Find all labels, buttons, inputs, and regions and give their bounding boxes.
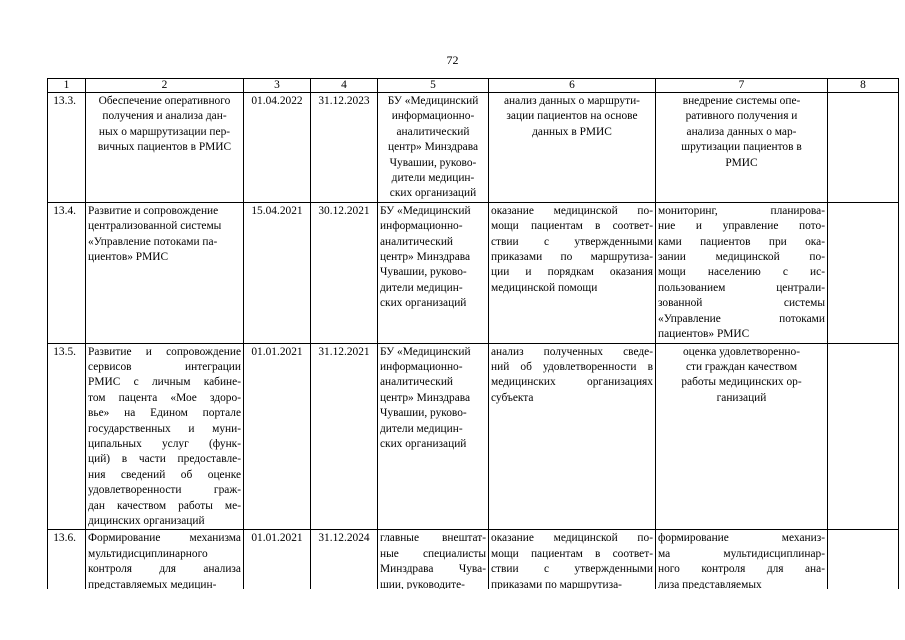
table-row	[48, 343, 899, 530]
cell-line: информационно-	[380, 220, 463, 233]
cell-line: дицинских организаций	[88, 514, 205, 527]
cell-line: главные внештат-	[380, 532, 486, 545]
cell-line: оказание медицинской по-	[491, 204, 653, 217]
indicator-cell	[656, 93, 828, 203]
cell-line: центр» Минздрава	[380, 391, 471, 404]
cell-line: вичных пациентов в РМИС	[97, 141, 232, 154]
result-cell	[489, 530, 656, 590]
cell-line: мультидисциплинарного	[88, 547, 208, 560]
cell-line: зании медицинской по-	[658, 251, 825, 264]
note-cell	[828, 93, 899, 203]
note-cell	[828, 343, 899, 530]
cell-line: Развитие и сопровождение	[88, 345, 241, 358]
cell-line: ских организаций	[380, 437, 467, 450]
cell-line: ний об удовлетворенности в	[491, 360, 653, 373]
cell-line: «Управление потоками	[658, 312, 825, 325]
executor-cell	[378, 93, 489, 203]
cell-line: шии, руководите-	[380, 578, 465, 590]
cell-line: информационно-	[391, 110, 475, 123]
cell-line: ративного получения и	[685, 110, 798, 123]
cell-line: ганизаций	[716, 391, 767, 404]
end-date-cell: 31.12.2023	[311, 93, 378, 203]
cell-line: информационно-	[380, 360, 463, 373]
executor-cell	[378, 530, 489, 590]
header-cell-6: 6	[489, 79, 656, 93]
table-row	[48, 530, 899, 590]
cell-line: представляемых медицин-	[88, 578, 217, 590]
cell-line: БУ «Медицинский	[380, 345, 471, 358]
result-cell	[489, 93, 656, 203]
row-number-cell: 13.4.	[48, 202, 86, 343]
cell-line: приказами по маршрутиза-	[491, 251, 653, 264]
cell-line: оценка удовлетворенно-	[682, 345, 801, 358]
header-cell-2: 2	[86, 79, 244, 93]
cell-line: ствии с утвержденными	[491, 563, 653, 576]
cell-line: аналитический	[380, 376, 454, 389]
cell-line: Чувашии, руково-	[380, 266, 467, 279]
cell-line: формирование механиз-	[658, 532, 825, 545]
cell-line: БУ «Медицинский	[380, 204, 471, 217]
start-date-cell: 15.04.2021	[244, 202, 311, 343]
page-number: 72	[446, 53, 459, 67]
cell-line: контроля для анализа	[88, 563, 241, 576]
cell-line: аналитический	[380, 235, 454, 248]
cell-line: циентов» РМИС	[88, 251, 169, 264]
cell-line: Формирование механизма	[88, 532, 241, 545]
cell-line: анализа данных о мар-	[686, 125, 797, 138]
cell-line: РМИС	[725, 156, 758, 169]
indicator-cell	[656, 202, 828, 343]
cell-line: удовлетворенности граж-	[88, 484, 241, 497]
cell-line: ций) в части предоставле-	[88, 453, 241, 466]
start-date-cell: 01.01.2021	[244, 530, 311, 590]
cell-line: медицинской помощи	[491, 281, 598, 294]
cell-line: дители медицин-	[380, 281, 463, 294]
header-cell-8: 8	[828, 79, 899, 93]
cell-line: «Управление потоками па-	[88, 235, 218, 248]
cell-line: ния сведений об оценке	[88, 468, 241, 481]
cell-line: централизованной системы	[88, 220, 222, 233]
header-cell-3: 3	[244, 79, 311, 93]
cell-line: Развитие и сопровождение	[88, 204, 219, 217]
cell-line: дители медицин-	[380, 422, 463, 435]
cell-line: ных о маршрутизации пер-	[98, 125, 231, 138]
cell-line: аналитический	[396, 125, 470, 138]
cell-line: медицинских организациях	[491, 376, 653, 389]
result-cell	[489, 343, 656, 530]
cell-line: ции и порядкам оказания	[491, 266, 653, 279]
executor-cell	[378, 343, 489, 530]
header-row	[48, 79, 899, 93]
cell-line: Обеспечение оперативного	[98, 95, 231, 107]
cell-line: государственных и муни-	[88, 422, 241, 435]
header-cell-4: 4	[311, 79, 378, 93]
cell-line: зации пациентов на основе	[506, 110, 638, 123]
row-number-cell: 13.5.	[48, 343, 86, 530]
cell-line: ные специалисты	[380, 547, 486, 560]
end-date-cell: 31.12.2021	[311, 343, 378, 530]
cell-line: ципальных услуг (функ-	[88, 437, 241, 450]
measure-name-cell	[86, 93, 244, 203]
measure-name-cell	[86, 343, 244, 530]
start-date-cell: 01.04.2022	[244, 93, 311, 203]
result-cell	[489, 202, 656, 343]
plan-table	[47, 78, 899, 589]
cell-line: анализ полученных сведе-	[491, 345, 653, 358]
cell-line: ками пациентов при ока-	[658, 235, 825, 248]
cell-line: пациентов» РМИС	[658, 328, 750, 341]
cell-line: получения и анализа дан-	[102, 110, 227, 123]
table-row	[48, 202, 899, 343]
cell-line: анализ данных о маршрути-	[504, 95, 640, 107]
cell-line: центр» Минздрава	[380, 251, 471, 264]
header-cell-7: 7	[656, 79, 828, 93]
row-number-cell: 13.3.	[48, 93, 86, 203]
cell-line: мощи пациентам в соответ-	[491, 220, 653, 233]
cell-line: Чувашии, руково-	[380, 407, 467, 420]
cell-line: лиза представляемых	[658, 578, 762, 590]
cell-line: ствии с утвержденными	[491, 235, 653, 248]
cell-line: мощи пациентам в соответ-	[491, 547, 653, 560]
cell-line: шрутизации пациентов в	[681, 141, 802, 154]
measure-name-cell	[86, 530, 244, 590]
measure-name-cell	[86, 202, 244, 343]
cell-line: ние и управление пото-	[658, 220, 825, 233]
start-date-cell: 01.01.2021	[244, 343, 311, 530]
cell-line: сервисов интеграции	[88, 360, 241, 373]
cell-line: Чувашии, руково-	[389, 156, 477, 169]
cell-line: оказание медицинской по-	[491, 532, 653, 545]
cell-line: ного контроля для ана-	[658, 563, 825, 576]
indicator-cell	[656, 530, 828, 590]
cell-line: субъекта	[491, 391, 534, 404]
cell-line: пользованием централи-	[658, 281, 825, 294]
cell-line: ских организаций	[380, 297, 467, 310]
cell-line: БУ «Медицинский	[387, 95, 479, 107]
executor-cell	[378, 202, 489, 343]
cell-line: дан качеством работы ме-	[88, 499, 241, 512]
row-number-cell: 13.6.	[48, 530, 86, 590]
cell-line: вье» на Едином портале	[88, 407, 241, 420]
cell-line: мониторинг, планирова-	[658, 204, 825, 217]
cell-line: ма мультидисциплинар-	[658, 547, 825, 560]
cell-line: приказами по маршрутиза-	[491, 578, 622, 590]
table-body	[48, 79, 899, 590]
note-cell	[828, 530, 899, 590]
cell-line: том пацента «Мое здоро-	[88, 391, 241, 404]
cell-line: мощи населению с ис-	[658, 266, 825, 279]
cell-line: данных в РМИС	[532, 125, 612, 138]
header-cell-5: 5	[378, 79, 489, 93]
table-row	[48, 93, 899, 203]
note-cell	[828, 202, 899, 343]
cell-line: внедрение системы опе-	[682, 95, 801, 107]
end-date-cell: 31.12.2024	[311, 530, 378, 590]
cell-line: ских организаций	[389, 187, 477, 200]
cell-line: дители медицин-	[391, 172, 475, 185]
header-cell-1: 1	[48, 79, 86, 93]
cell-line: работы медицинских ор-	[681, 376, 802, 389]
end-date-cell: 30.12.2021	[311, 202, 378, 343]
cell-line: центр» Минздрава	[387, 141, 479, 154]
cell-line: зованной системы	[658, 297, 825, 310]
cell-line: сти граждан качеством	[685, 360, 798, 373]
cell-line: Минздрава Чува-	[380, 563, 486, 576]
indicator-cell	[656, 343, 828, 530]
cell-line: РМИС с личным кабине-	[88, 376, 241, 389]
